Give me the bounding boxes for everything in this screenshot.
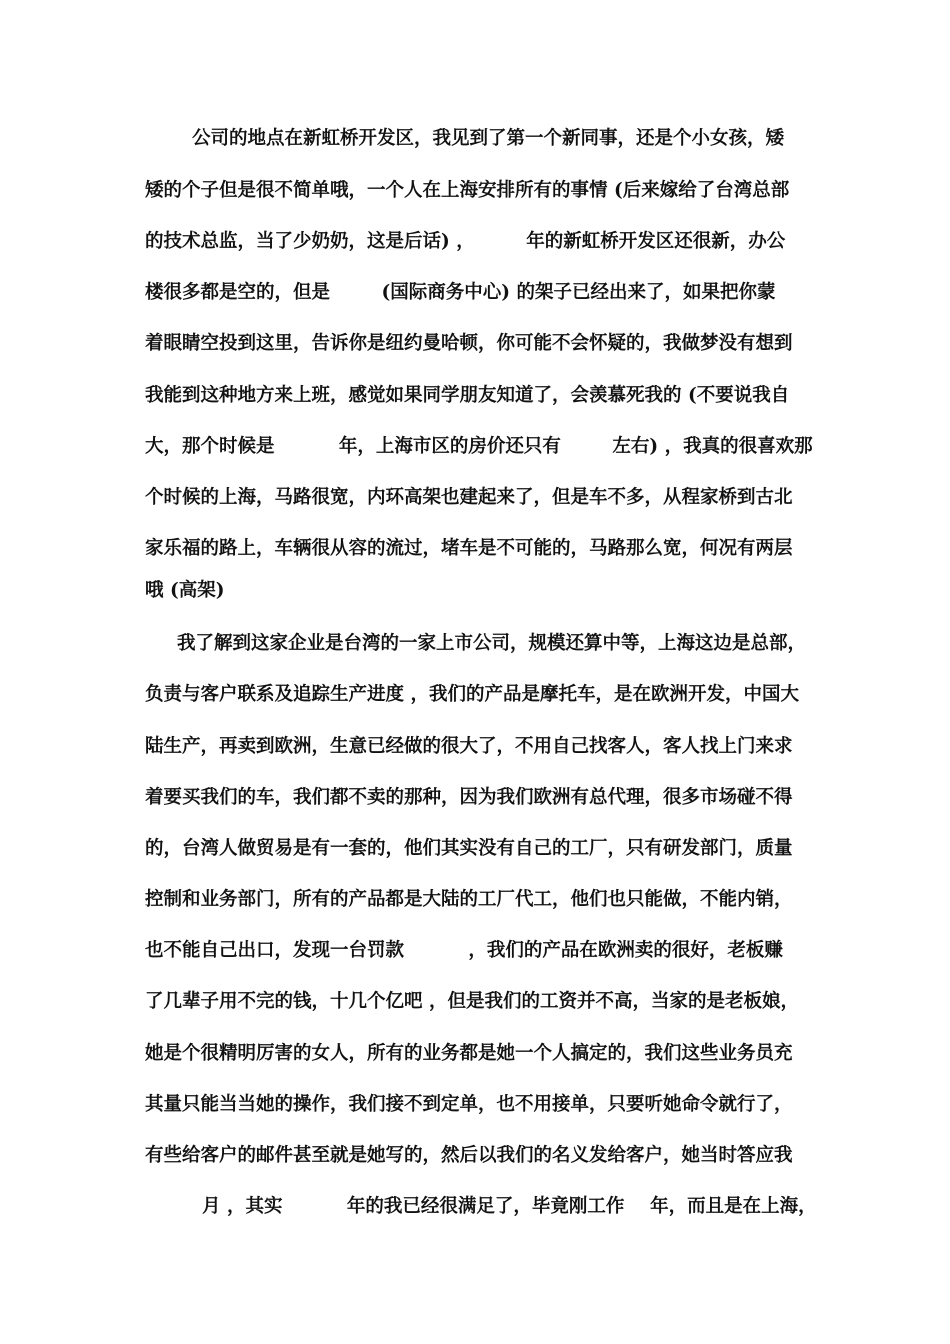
text-line: 陆生产，再卖到欧洲，生意已经做的很大了，不用自己找客人，客人找上门来求 <box>145 736 793 757</box>
text-line: 矮的个子但是很不简单哦，一个人在上海安排所有的事情 (后来嫁给了台湾总部 <box>145 180 790 201</box>
text-line: 哦 (高架) <box>145 580 225 601</box>
text-line: 控制和业务部门，所有的产品都是大陆的工厂代工，他们也只能做，不能内销， <box>145 889 793 910</box>
text-line: 了几辈子用不完的钱，十几个亿吧 ，但是我们的工资并不高，当家的是老板娘， <box>145 991 799 1012</box>
text-line: 其量只能当当她的操作，我们接不到定单，也不用接单，只要听她命令就行了， <box>145 1094 793 1115</box>
text-line: 家乐福的路上，车辆很从容的流过，堵车是不可能的，马路那么宽，何况有两层 <box>145 538 793 559</box>
text-line: 公司的地点在新虹桥开发区，我见到了第一个新同事，还是个小女孩，矮 <box>192 128 785 149</box>
text-line: 楼很多都是空的，但是 (国际商务中心) 的架子已经出来了，如果把你蒙 <box>145 282 776 303</box>
text-line: 的，台湾人做贸易是有一套的，他们其实没有自己的工厂，只有研发部门，质量 <box>145 838 793 859</box>
text-line: 我了解到这家企业是台湾的一家上市公司，规模还算中等，上海这边是总部， <box>177 633 807 654</box>
text-line: 有些给客户的邮件甚至就是她写的，然后以我们的名义发给客户，她当时答应我 <box>145 1145 793 1166</box>
text-line: 负责与客户联系及追踪生产进度 ，我们的产品是摩托车，是在欧洲开发，中国大 <box>145 684 799 705</box>
text-line: 着要买我们的车，我们都不卖的那种，因为我们欧洲有总代理，很多市场碰不得 <box>145 787 793 808</box>
text-line: 月 ，其实 年的我已经很满足了，毕竟刚工作 年，而且是在上海， <box>202 1196 817 1217</box>
text-line: 个时候的上海，马路很宽，内环高架也建起来了，但是车不多，从程家桥到古北 <box>145 487 793 508</box>
text-line: 也不能自己出口，发现一台罚款 ，我们的产品在欧洲卖的很好，老板赚 <box>145 940 783 961</box>
text-line: 着眼睛空投到这里，告诉你是纽约曼哈顿，你可能不会怀疑的，我做梦没有想到 <box>145 333 793 354</box>
text-line: 的技术总监，当了少奶奶，这是后话) ， 年的新虹桥开发区还很新，办公 <box>145 231 786 252</box>
text-line: 我能到这种地方来上班，感觉如果同学朋友知道了，会羡慕死我的 (不要说我自 <box>145 385 790 406</box>
text-line: 大，那个时候是 年，上海市区的房价还只有 左右) ，我真的很喜欢那 <box>145 436 813 457</box>
text-line: 她是个很精明厉害的女人，所有的业务都是她一个人搞定的，我们这些业务员充 <box>145 1043 793 1064</box>
